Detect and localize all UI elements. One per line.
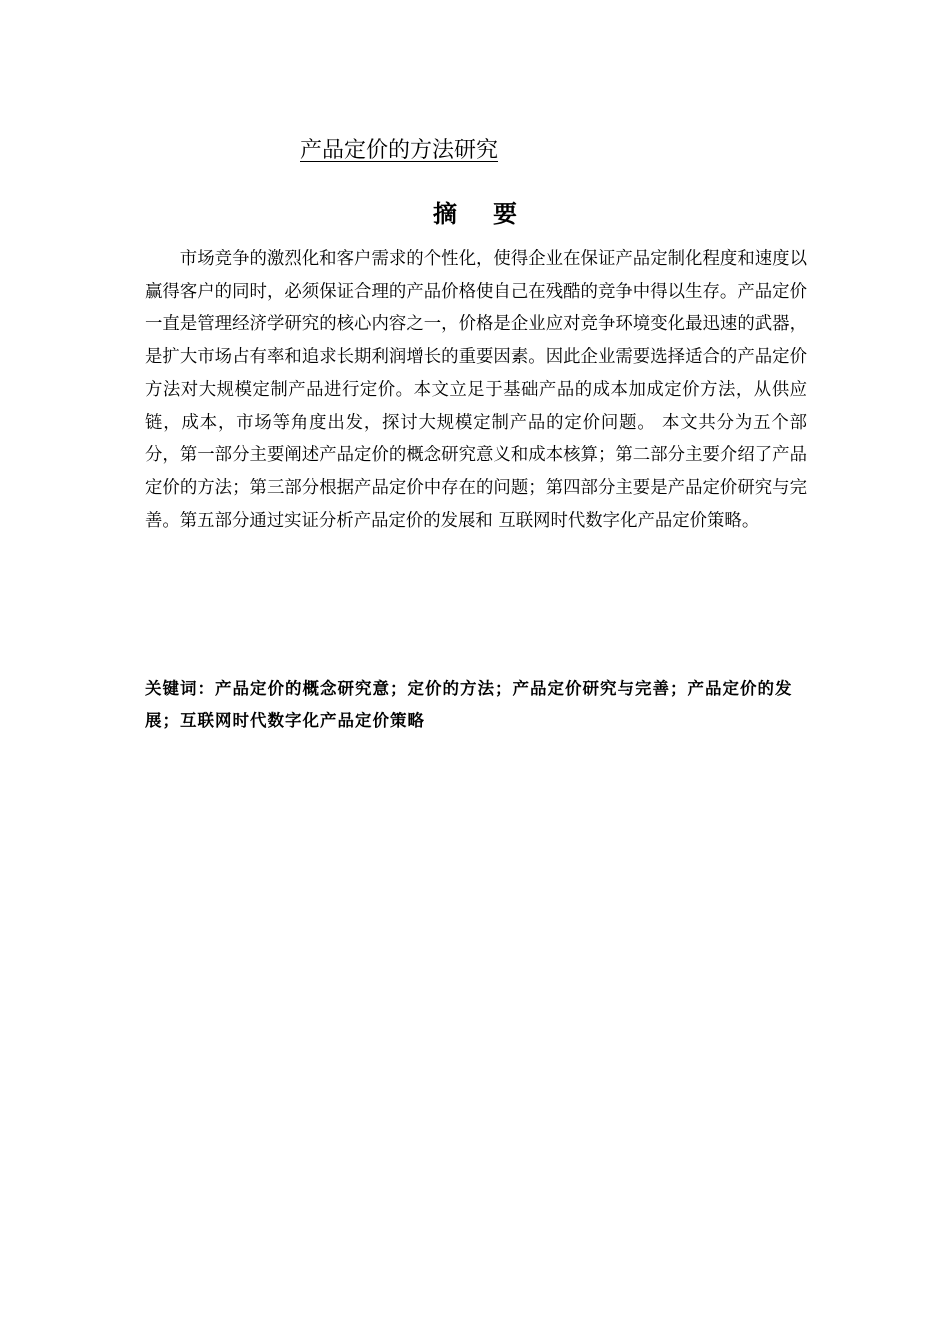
keywords-line: 关键词：产品定价的概念研究意；定价的方法；产品定价研究与完善；产品定价的发展；互联网时代数字化产品定价策略 (145, 679, 793, 730)
abstract-paragraph: 市场竞争的激烈化和客户需求的个性化，使得企业在保证产品定制化程度和速度以赢得客户的同时，必须保证合理的产品价格使自己在残酷的竞争中得以生存。产品定价一直是管理经济学研究的核心内容之一，价格是企业应对竞争环境变化最迅速的武器，是扩大市场占有率和追求长期利润增长的重要因素。因此企业需要选择适合的产品定价方法对大规模定制产品进行定价。本文立足于基础产品的成本加成定价方法，从供应链，成本，市场等角度出发，探讨大规模定制产品的定价问题。 本文共分为五个部分，第一部分主要阐述产品定价的概念研究意义和成本核算；第二部分主要介绍了产品定价的方法；第三部分根据产品定价中存在的问题；第四部分主要是产品定价研究与完善。第五部分通过实证分析产品定价的发展和 互联网时代数字化产品定价策略。 (145, 249, 807, 531)
abstract-heading: 摘要 (433, 200, 553, 228)
document-title: 产品定价的方法研究 (300, 138, 499, 163)
